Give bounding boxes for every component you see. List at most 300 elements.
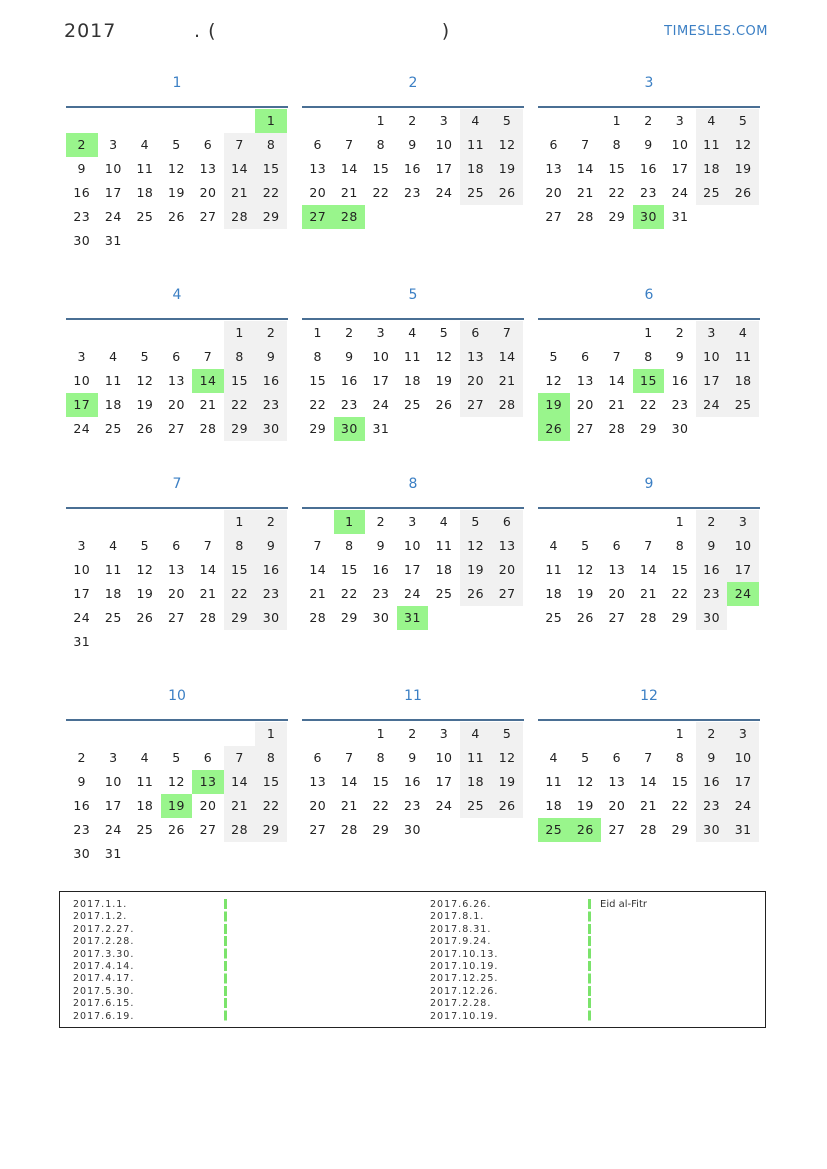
site-link[interactable]: TIMESLES.COM — [664, 24, 768, 39]
day-cell: 16 — [671, 373, 689, 388]
day-grid — [66, 109, 288, 253]
day-cell: 9 — [77, 774, 86, 789]
empty-cell — [98, 321, 130, 345]
month-block — [66, 474, 288, 654]
day-cell: 6 — [203, 137, 213, 152]
empty-cell — [491, 818, 523, 842]
day-cell: 1 — [334, 510, 366, 534]
legend-date: 2017.8.1. — [430, 911, 485, 923]
empty-cell — [428, 818, 460, 842]
day-cell: 4 — [439, 514, 449, 529]
day-cell: 5 — [581, 538, 590, 553]
day-cell: 16 — [640, 161, 657, 176]
empty-cell — [696, 205, 728, 229]
day-cell: 17 — [671, 161, 689, 176]
day-cell: 3 — [675, 113, 685, 128]
day-cell: 19 — [136, 397, 154, 412]
day-cell: 10 — [372, 349, 390, 364]
day-cell: 22 — [640, 397, 657, 412]
empty-cell — [129, 229, 161, 253]
empty-cell — [633, 510, 665, 534]
empty-cell — [161, 630, 193, 654]
day-cell: 7 — [644, 538, 653, 553]
day-cell: 21 — [576, 185, 594, 200]
day-cell: 2 — [408, 726, 417, 741]
day-cell: 26 — [460, 582, 492, 606]
day-cell: 26 — [576, 610, 594, 625]
day-cell: 22 — [608, 185, 626, 200]
empty-cell — [129, 722, 161, 746]
day-cell: 21 — [199, 586, 217, 601]
month-block — [538, 285, 760, 441]
legend-dates-left — [73, 899, 134, 1023]
legend-dates-right — [430, 899, 498, 1023]
day-cell: 8 — [644, 349, 653, 364]
empty-cell — [601, 510, 633, 534]
day-cell: 8 — [255, 133, 287, 157]
day-cell: 27 — [491, 582, 523, 606]
day-cell: 26 — [136, 421, 154, 436]
empty-cell — [161, 510, 193, 534]
empty-cell — [538, 510, 570, 534]
day-cell: 25 — [104, 421, 122, 436]
empty-cell — [334, 109, 366, 133]
day-cell: 14 — [640, 562, 657, 577]
day-cell: 20 — [168, 397, 185, 412]
day-cell: 23 — [340, 397, 358, 412]
month-title: 1 — [172, 75, 182, 91]
day-cell: 15 — [608, 161, 626, 176]
legend-date: 2017.4.14. — [73, 961, 135, 973]
day-cell: 1 — [612, 113, 622, 128]
day-cell: 14 — [608, 373, 626, 388]
month-block — [302, 285, 524, 441]
day-cell: 24 — [727, 794, 759, 818]
day-cell: 13 — [608, 562, 626, 577]
empty-cell — [129, 109, 161, 133]
day-cell: 6 — [460, 321, 492, 345]
day-cell: 17 — [696, 369, 728, 393]
month-rule — [302, 507, 524, 509]
empty-cell — [192, 842, 224, 866]
day-cell: 28 — [340, 822, 358, 837]
day-cell: 15 — [633, 369, 665, 393]
day-cell: 20 — [199, 798, 217, 813]
day-cell: 7 — [612, 349, 622, 364]
empty-cell — [255, 842, 287, 866]
empty-cell — [161, 229, 193, 253]
day-cell: 2 — [255, 510, 287, 534]
day-cell: 5 — [549, 349, 558, 364]
empty-cell — [460, 818, 492, 842]
day-cell: 17 — [73, 586, 91, 601]
empty-cell — [129, 510, 161, 534]
day-cell: 9 — [644, 137, 653, 152]
day-cell: 18 — [727, 369, 759, 393]
day-cell: 6 — [581, 349, 590, 364]
day-cell: 8 — [224, 534, 256, 558]
day-cell: 28 — [199, 610, 217, 625]
day-cell: 27 — [302, 205, 334, 229]
day-cell: 22 — [224, 582, 256, 606]
empty-cell — [633, 722, 665, 746]
day-cell: 26 — [435, 397, 453, 412]
day-cell: 12 — [168, 774, 185, 789]
day-cell: 18 — [136, 185, 154, 200]
day-cell: 13 — [309, 161, 327, 176]
day-cell: 7 — [581, 137, 590, 152]
month-block — [66, 285, 288, 441]
day-cell: 21 — [340, 798, 358, 813]
day-grid — [538, 722, 760, 842]
day-cell: 4 — [460, 109, 492, 133]
day-cell: 9 — [696, 746, 728, 770]
day-cell: 10 — [727, 746, 759, 770]
day-cell: 4 — [140, 750, 150, 765]
empty-cell — [192, 321, 224, 345]
day-cell: 14 — [340, 161, 358, 176]
day-cell: 13 — [491, 534, 523, 558]
day-cell: 26 — [168, 822, 185, 837]
day-cell: 2 — [696, 510, 728, 534]
day-cell: 9 — [696, 534, 728, 558]
day-cell: 14 — [199, 562, 217, 577]
day-cell: 11 — [696, 133, 728, 157]
day-cell: 30 — [73, 233, 91, 248]
day-cell: 15 — [309, 373, 327, 388]
empty-cell — [255, 630, 287, 654]
month-title: 2 — [408, 75, 418, 91]
day-grid — [66, 321, 288, 441]
day-cell: 22 — [255, 181, 287, 205]
day-cell: 9 — [675, 349, 685, 364]
day-cell: 27 — [545, 209, 563, 224]
day-cell: 29 — [671, 610, 689, 625]
day-cell: 8 — [376, 750, 386, 765]
day-cell: 31 — [372, 421, 390, 436]
month-rule — [66, 507, 288, 509]
legend-date: 2017.12.26. — [430, 985, 499, 997]
day-cell: 2 — [644, 113, 653, 128]
day-cell: 30 — [671, 421, 689, 436]
day-cell: 3 — [77, 538, 86, 553]
empty-cell — [538, 722, 570, 746]
month-title: 7 — [172, 476, 182, 492]
month-title: 6 — [644, 287, 654, 303]
empty-cell — [570, 109, 602, 133]
empty-cell — [428, 417, 460, 441]
empty-cell — [460, 606, 492, 630]
day-cell: 12 — [136, 562, 154, 577]
page-header — [64, 20, 768, 46]
day-cell: 1 — [675, 726, 685, 741]
day-cell: 17 — [435, 161, 453, 176]
day-cell: 23 — [73, 822, 91, 837]
day-cell: 3 — [109, 750, 118, 765]
day-cell: 17 — [372, 373, 390, 388]
day-cell: 11 — [136, 161, 154, 176]
legend-date: 2017.12.25. — [430, 973, 499, 985]
day-cell: 23 — [671, 397, 689, 412]
day-cell: 5 — [439, 325, 449, 340]
day-cell: 13 — [576, 373, 594, 388]
month-title: 10 — [168, 688, 186, 704]
day-cell: 21 — [640, 798, 657, 813]
empty-cell — [601, 321, 633, 345]
month-title: 9 — [644, 476, 654, 492]
empty-cell — [727, 205, 759, 229]
day-grid — [302, 510, 524, 630]
empty-cell — [224, 842, 256, 866]
day-cell: 25 — [136, 822, 154, 837]
day-cell: 30 — [255, 417, 287, 441]
day-cell: 10 — [727, 534, 759, 558]
day-cell: 30 — [633, 205, 665, 229]
day-cell: 25 — [104, 610, 122, 625]
day-cell: 11 — [545, 562, 563, 577]
day-cell: 19 — [576, 798, 594, 813]
day-cell: 28 — [199, 421, 217, 436]
legend-date: 2017.2.27. — [73, 923, 135, 935]
day-cell: 29 — [340, 610, 358, 625]
day-cell: 17 — [104, 798, 122, 813]
day-cell: 26 — [491, 181, 523, 205]
day-cell: 14 — [640, 774, 657, 789]
day-cell: 6 — [203, 750, 213, 765]
day-cell: 25 — [696, 181, 728, 205]
empty-cell — [491, 417, 523, 441]
day-cell: 2 — [408, 113, 417, 128]
day-cell: 22 — [309, 397, 327, 412]
day-cell: 1 — [224, 321, 256, 345]
month-rule — [66, 106, 288, 108]
empty-cell — [192, 510, 224, 534]
day-cell: 23 — [73, 209, 91, 224]
month-title: 11 — [404, 688, 422, 704]
empty-cell — [538, 321, 570, 345]
empty-cell — [570, 722, 602, 746]
day-cell: 22 — [224, 393, 256, 417]
day-cell: 30 — [696, 606, 728, 630]
day-cell: 19 — [168, 185, 185, 200]
day-cell: 14 — [192, 369, 224, 393]
empty-cell — [224, 722, 256, 746]
day-cell: 3 — [376, 325, 386, 340]
month-title: 8 — [408, 476, 418, 492]
empty-cell — [302, 510, 334, 534]
day-cell: 16 — [73, 798, 91, 813]
day-cell: 13 — [460, 345, 492, 369]
day-cell: 19 — [435, 373, 453, 388]
day-cell: 22 — [372, 798, 390, 813]
day-cell: 24 — [727, 582, 759, 606]
month-rule — [66, 318, 288, 320]
day-cell: 17 — [727, 770, 759, 794]
day-cell: 27 — [608, 822, 626, 837]
day-cell: 1 — [255, 722, 287, 746]
day-cell: 4 — [727, 321, 759, 345]
month-rule — [538, 719, 760, 721]
day-cell: 24 — [435, 185, 453, 200]
empty-cell — [98, 630, 130, 654]
day-cell: 14 — [224, 770, 256, 794]
empty-cell — [570, 321, 602, 345]
empty-cell — [66, 321, 98, 345]
day-cell: 24 — [73, 610, 91, 625]
day-cell: 19 — [538, 393, 570, 417]
day-cell: 21 — [199, 397, 217, 412]
day-grid — [302, 109, 524, 229]
day-cell: 4 — [549, 538, 558, 553]
day-cell: 27 — [576, 421, 594, 436]
empty-cell — [460, 417, 492, 441]
day-cell: 29 — [372, 822, 390, 837]
empty-cell — [224, 229, 256, 253]
day-grid — [538, 109, 760, 229]
empty-cell — [255, 229, 287, 253]
day-cell: 28 — [224, 205, 256, 229]
legend-date: 2017.1.1. — [73, 899, 128, 910]
day-cell: 23 — [640, 185, 657, 200]
day-cell: 4 — [460, 722, 492, 746]
day-cell: 19 — [727, 157, 759, 181]
day-cell: 11 — [404, 349, 421, 364]
day-cell: 4 — [549, 750, 558, 765]
day-cell: 29 — [309, 421, 327, 436]
month-title: 4 — [172, 287, 182, 303]
day-cell: 16 — [404, 161, 421, 176]
day-cell: 12 — [460, 534, 492, 558]
empty-cell — [460, 205, 492, 229]
day-cell: 29 — [224, 606, 256, 630]
empty-cell — [601, 722, 633, 746]
empty-cell — [98, 109, 130, 133]
day-cell: 7 — [313, 538, 322, 553]
day-cell: 10 — [671, 137, 689, 152]
day-cell: 6 — [172, 349, 181, 364]
day-cell: 14 — [309, 562, 327, 577]
day-cell: 30 — [73, 846, 91, 861]
day-cell: 1 — [376, 726, 386, 741]
day-cell: 30 — [334, 417, 366, 441]
day-cell: 17 — [727, 558, 759, 582]
month-rule — [538, 507, 760, 509]
day-cell: 29 — [224, 417, 256, 441]
day-cell: 10 — [104, 161, 122, 176]
day-cell: 22 — [372, 185, 390, 200]
day-cell: 9 — [408, 750, 417, 765]
day-cell: 18 — [545, 586, 563, 601]
day-cell: 13 — [168, 373, 185, 388]
day-cell: 24 — [671, 185, 689, 200]
day-cell: 15 — [372, 774, 390, 789]
day-cell: 10 — [435, 750, 453, 765]
empty-cell — [302, 109, 334, 133]
day-cell: 19 — [491, 770, 523, 794]
day-cell: 18 — [696, 157, 728, 181]
empty-cell — [192, 722, 224, 746]
day-cell: 20 — [608, 798, 626, 813]
day-cell: 13 — [199, 161, 217, 176]
day-cell: 26 — [538, 417, 570, 441]
day-cell: 14 — [576, 161, 594, 176]
day-cell: 16 — [340, 373, 358, 388]
month-rule — [538, 106, 760, 108]
day-cell: 21 — [491, 369, 523, 393]
legend-date: 2017.10.19. — [430, 1010, 499, 1022]
day-cell: 2 — [255, 321, 287, 345]
month-block — [538, 686, 760, 842]
day-cell: 7 — [224, 746, 256, 770]
day-cell: 8 — [255, 746, 287, 770]
empty-cell — [428, 606, 460, 630]
legend-holiday-marker — [588, 899, 591, 1023]
month-block — [302, 686, 524, 842]
day-cell: 21 — [309, 586, 327, 601]
day-cell: 15 — [340, 562, 358, 577]
day-cell: 1 — [224, 510, 256, 534]
day-cell: 20 — [608, 586, 626, 601]
month-rule — [66, 719, 288, 721]
day-cell: 2 — [345, 325, 354, 340]
day-cell: 7 — [345, 750, 354, 765]
day-cell: 29 — [255, 205, 287, 229]
day-cell: 5 — [491, 722, 523, 746]
day-cell: 31 — [671, 209, 689, 224]
day-cell: 29 — [671, 822, 689, 837]
day-cell: 11 — [136, 774, 154, 789]
day-cell: 26 — [168, 209, 185, 224]
empty-cell — [365, 205, 397, 229]
day-cell: 31 — [104, 846, 122, 861]
day-cell: 30 — [255, 606, 287, 630]
day-cell: 18 — [460, 770, 492, 794]
day-cell: 27 — [168, 421, 185, 436]
month-title: 12 — [640, 688, 658, 704]
day-cell: 14 — [224, 157, 256, 181]
day-cell: 16 — [73, 185, 91, 200]
day-cell: 29 — [255, 818, 287, 842]
day-cell: 23 — [404, 185, 421, 200]
day-cell: 9 — [77, 161, 86, 176]
empty-cell — [428, 205, 460, 229]
empty-cell — [161, 321, 193, 345]
legend-holiday-marker — [224, 899, 227, 1023]
legend-date: 2017.9.24. — [430, 936, 492, 948]
day-cell: 15 — [224, 558, 256, 582]
empty-cell — [224, 630, 256, 654]
day-cell: 19 — [491, 157, 523, 181]
day-cell: 24 — [104, 822, 122, 837]
day-cell: 25 — [404, 397, 421, 412]
day-cell: 1 — [644, 325, 653, 340]
day-cell: 28 — [491, 393, 523, 417]
day-cell: 6 — [549, 137, 558, 152]
day-cell: 2 — [675, 325, 685, 340]
day-cell: 15 — [671, 562, 689, 577]
day-cell: 30 — [696, 818, 728, 842]
day-cell: 7 — [345, 137, 354, 152]
day-cell: 3 — [439, 113, 449, 128]
day-cell: 7 — [224, 133, 256, 157]
day-cell: 4 — [140, 137, 150, 152]
subtitle-parentheses: . ( ) — [194, 20, 451, 42]
day-cell: 22 — [671, 586, 689, 601]
day-cell: 5 — [581, 750, 590, 765]
day-cell: 10 — [73, 373, 91, 388]
day-cell: 13 — [168, 562, 185, 577]
day-cell: 2 — [376, 514, 386, 529]
